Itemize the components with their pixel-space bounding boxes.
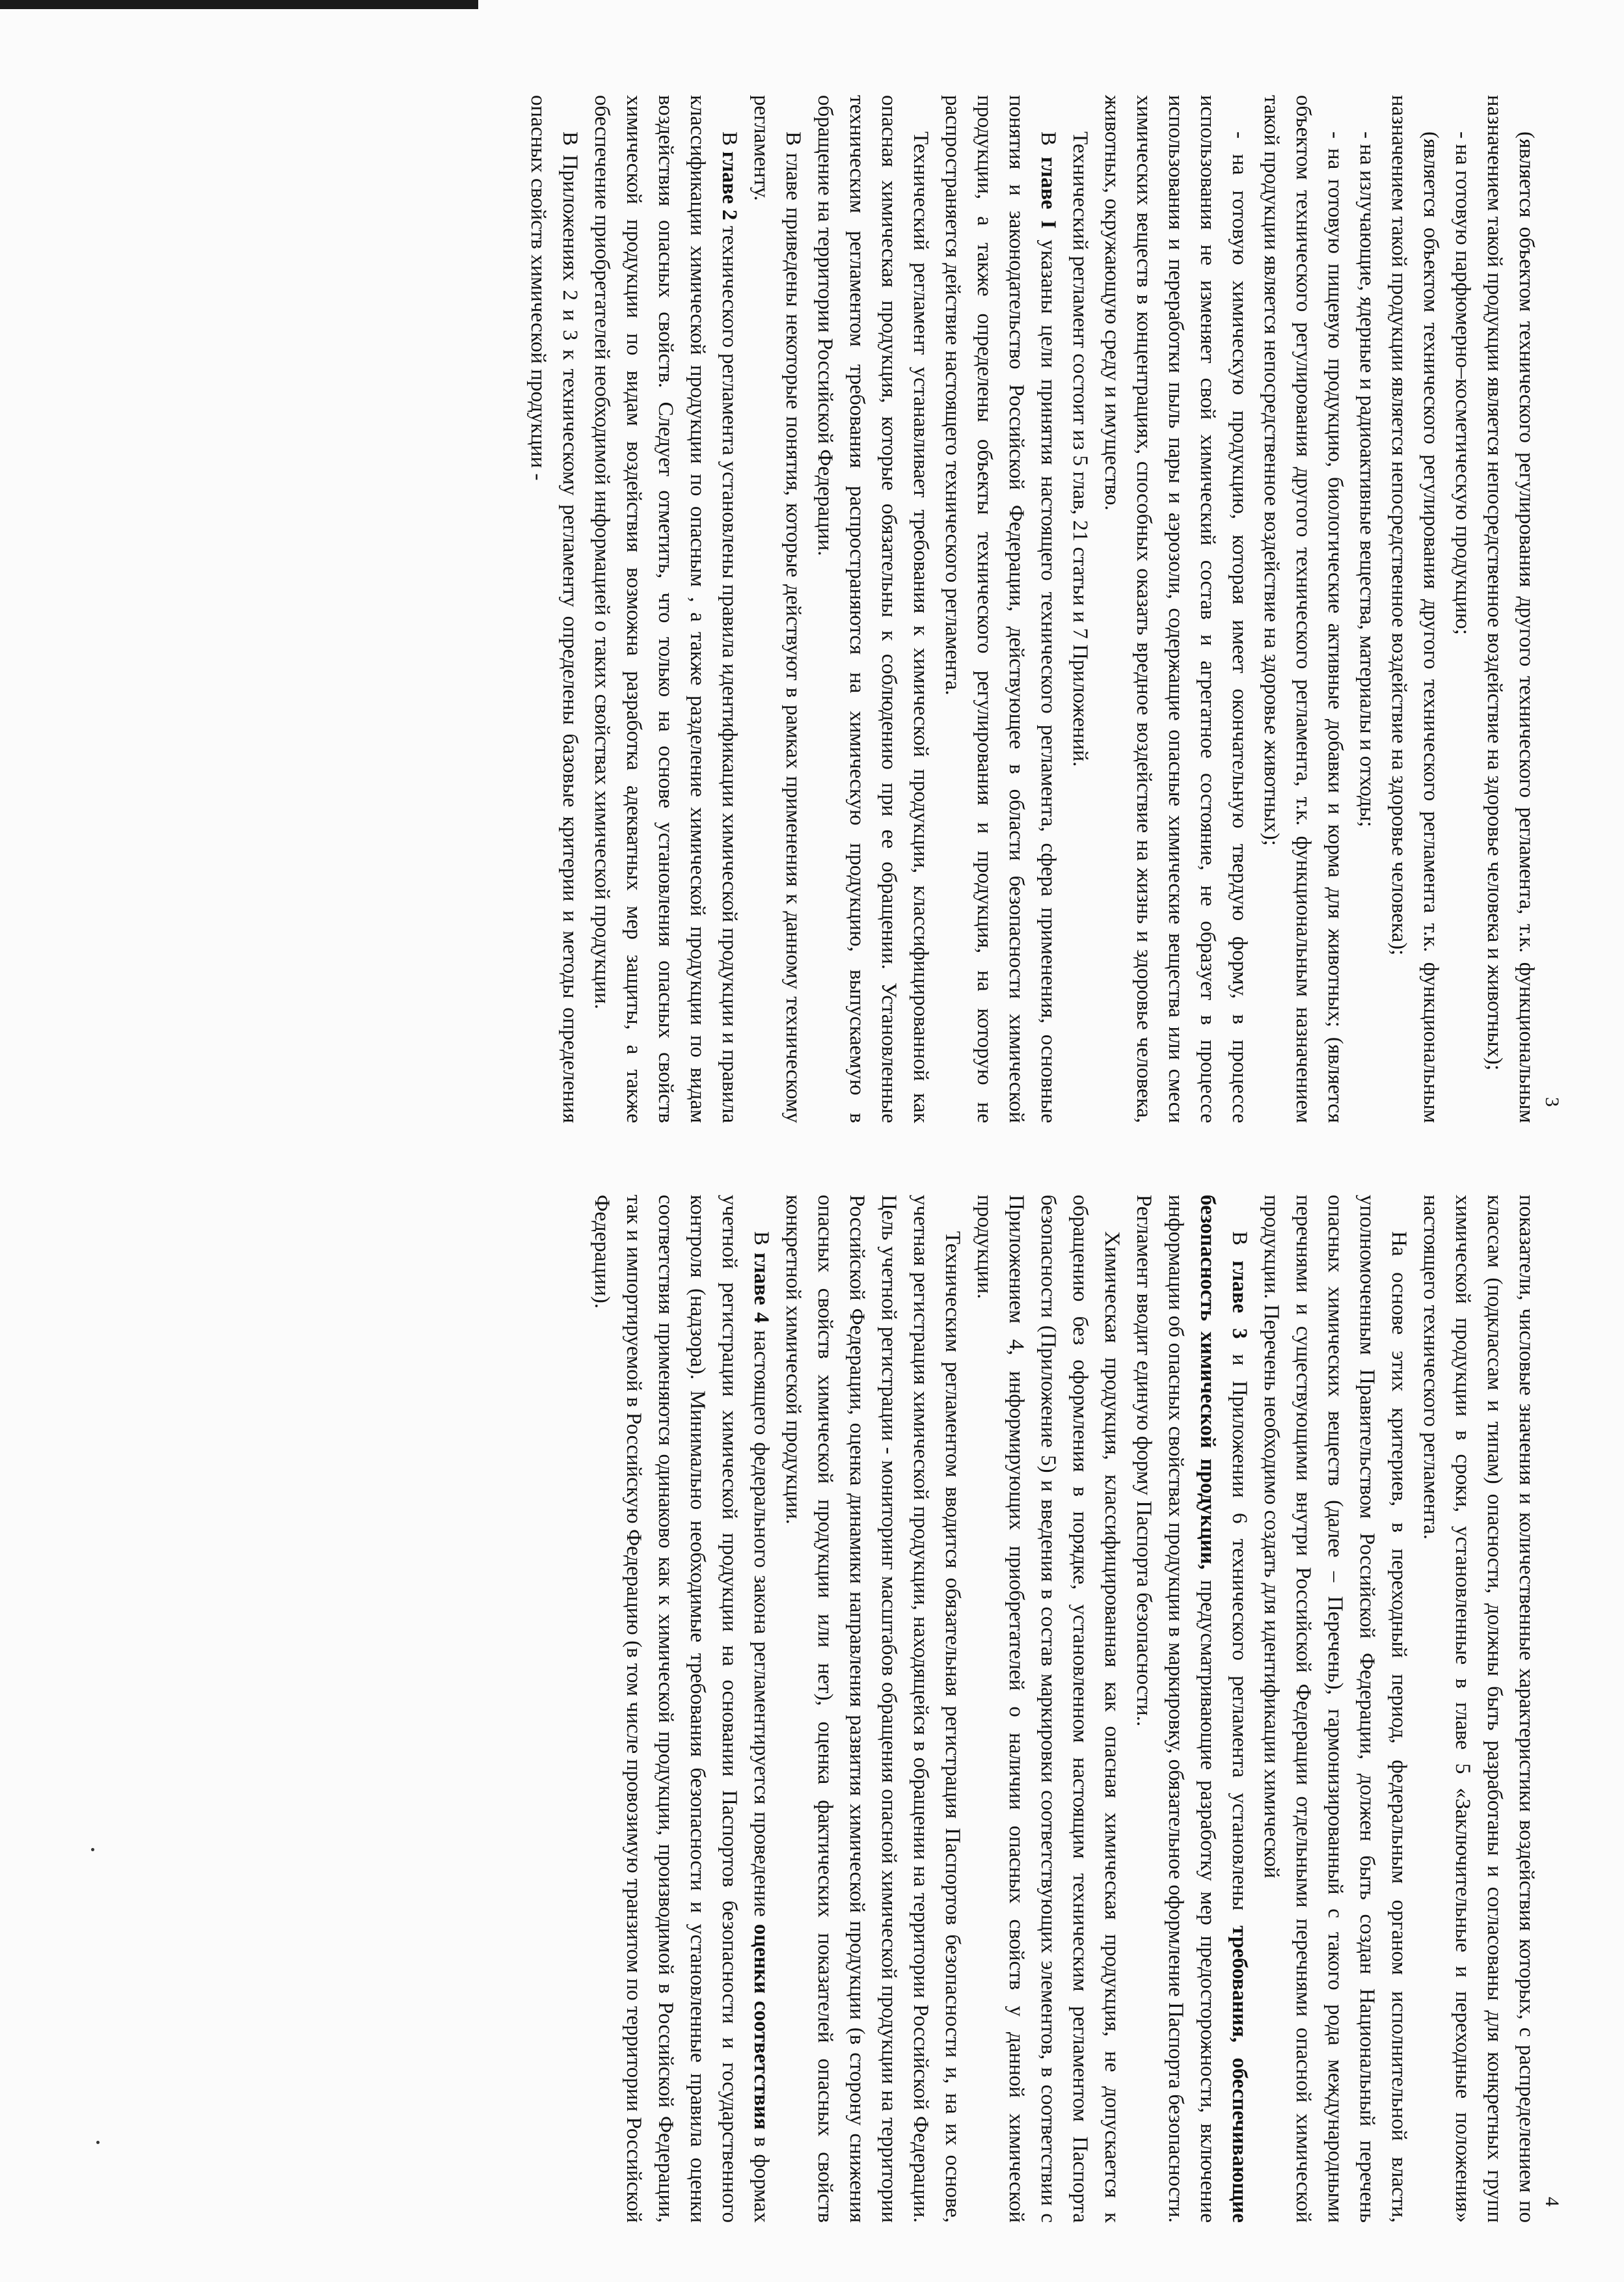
- paragraph: В главе 4 настоящего федерального закона регламентируется проведение оценки соответствия в формах учетной регистрации химической продукции на основании Паспортов безопасности и государственного контроля (надзора). Минимально необходимые требования безопасности и установленные правила оценки соответствия применяются одинаково как к химической продукции, производимой в Российской Федерации, так и импортируемой в Российскую Федерацию (в том числе провозимую транзитом по территории Российской Федерации).: [590, 1195, 773, 2223]
- page-number: 4: [1541, 2197, 1563, 2207]
- paragraph: В главе приведены некоторые понятия, которые действуют в рамках применения к данному техническому регламенту.: [750, 95, 805, 1123]
- paragraph: Химическая продукция, классифицированная как опасная химическая продукция, не допускается к обращению без оформления в порядке, установленном настоящим техническим регламентом Паспорта безопасности (Приложение 5) и введения в состав маркировки соответствующих элементов, в соответствии с Приложением 4, информирующих приобретателей о наличии опасных свойств у данной химической продукции.: [973, 1195, 1124, 2223]
- paragraph: В главе 3 и Приложении 6 технического регламента установлены требования, обеспечивающие безопасность химической продукции, предусматривающие разработку мер предосторожности, включение информации об опасных свойствах продукции в маркировку, обязательное оформление Паспорта безопасности. Регламент вводит единую форму Паспорта безопасности..: [1132, 1195, 1251, 2223]
- paragraph: Технический регламент состоит из 5 глав, 21 статьи и 7 Приложений.: [1068, 131, 1092, 767]
- paragraph: (является объектом технического регулирования другого технического регламента т.к. функциональным назначением такой продукции является непосредственное воздействие на здоровье человека);: [1387, 95, 1442, 1123]
- paragraph: (является объектом технического регулирования другого технического регламента, т.к. функциональным назначением такой продукции является непосредственное воздействие на здоровье человека и животных);: [1483, 95, 1538, 1123]
- paragraph: Технический регламент устанавливает требования к химической продукции, классифицированной как опасная химическая продукция, которые обязательны к соблюдению при ее обращении. Установленные техническим регламентом требования распространяются на химическую продукцию, выпускаемую в обращение на территории Российской Федерации.: [813, 95, 932, 1123]
- paragraph: На основе этих критериев, в переходный период, федеральным органом исполнительной власти, уполномоченным Правительством Российской Федерации, должен быть создан Национальный перечень опасных химических веществ (далее – Перечень), гармонизированный с такого рода международными перечнями и существующими внутри Российской Федерации отдельными перечнями опасной химической продукции. Перечень необходимо создать для идентификации химической: [1260, 1195, 1411, 2223]
- paragraph: Техническим регламентом вводится обязательная регистрация Паспортов безопасности и, на их основе, учетная регистрация химической продукции, находящейся в обращении на территории Российской Федерации. Цель учетной регистрации - мониторинг масштабов обращения опасной химической продукции на территории Российской Федерации, оценка динамики направления развития химической продукции (в сторону снижения опасных свойств химической продукции или нет), оценка фактических показателей опасных свойств конкретной химической продукции.: [781, 1195, 964, 2223]
- list-item: - на готовую химическую продукцию, которая имеет окончательную твердую форму, в процессе использования не изменяет свой химический состав и агрегатное состояние, не образует в процессе использования и переработки пыль пары и аэрозоли, содержащие опасные химические вещества или смеси химических веществ в концентрациях, способных оказать вредное воздействие на жизнь и здоровье человека, животных, окружающую среду и имущество.: [1100, 95, 1251, 1123]
- page-number: 3: [1541, 1097, 1563, 1107]
- list-item: - на излучающие, ядерные и радиоактивные вещества, материалы и отходы;: [1355, 131, 1379, 828]
- document-spread: [33, 4, 1581, 2268]
- list-item: - на готовую пищевую продукцию, биологические активные добавки и корма для животных; (является объектом технического регулирования другого технического регламента, т.к. функциональным назначением такой продукции является непосредственное воздействие на здоровье животных);: [1260, 95, 1347, 1123]
- paragraph: В Приложениях 2 и 3 к техническому регламенту определены базовые критерии и методы определения опасных свойств химической продукции -: [526, 95, 582, 1123]
- paragraph: показатели, числовые значения и количественные характеристики воздействия которых, с распределением по классам (подклассам и типам) опасности, должны быть разработаны и согласованы для конкретных групп химической продукции в сроки, установленные в главе 5 «Заключительные и переходные положения» настоящего технического регламента.: [1419, 1195, 1538, 2223]
- page-3: [522, 95, 1563, 1124]
- list-item: - на готовую парфюмерно–косметическую продукцию;: [1451, 131, 1474, 635]
- scan-speck: [91, 1848, 94, 1851]
- scan-speck: [96, 2141, 100, 2144]
- paragraph: В главе I указаны цели принятия настоящего технического регламента, сфера применения, основные понятия и законодательство Российской Федерации, действующее в области безопасности химической продукции, а также определены объекты технического регулирования и продукция, на которую не распространяется действие настоящего технического регламента.: [941, 95, 1060, 1123]
- paragraph: В главе 2 технического регламента установлены правила идентификации химической продукции и правила классификации химической продукции по опасным , а также разделение химической продукции по видам воздействия опасных свойств. Следует отметить, что только на основе установления опасных свойств химической продукции по видам воздействия возможна разработка адекватных мер защиты, а также обеспечение приобретателей необходимой информацией о таких свойствах химической продукции.: [590, 95, 741, 1124]
- page-4: [586, 1195, 1563, 2223]
